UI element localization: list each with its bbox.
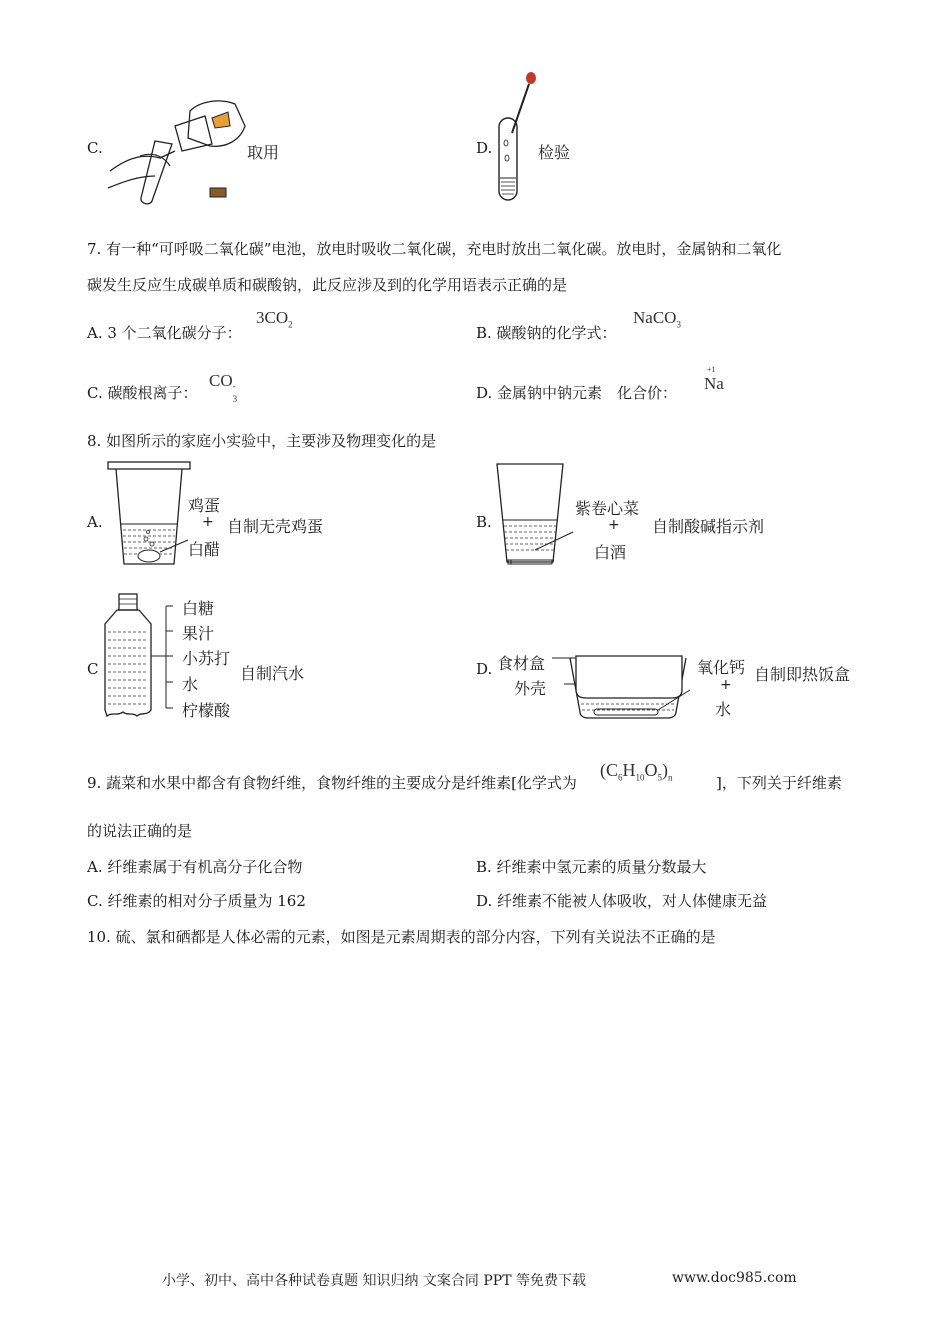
q6-option-d-letter: D. [476, 139, 493, 157]
soda-bottle-illustration [101, 592, 181, 722]
pouring-solid-illustration [100, 96, 250, 206]
footer-text: 小学、初中、高中各种试卷真题 知识归纳 文案合同 PPT 等免费下载 [162, 1273, 586, 1289]
q8-c-item-2: 果汁 [182, 624, 215, 643]
q8-d-top: 氧化钙 [697, 658, 746, 677]
q8-option-a-letter: A. [87, 513, 103, 531]
q8-b-top: 紫卷心菜 [575, 499, 640, 518]
q9-option-d: D. 纤维素不能被人体吸收，对人体健康无益 [476, 892, 768, 910]
q9-option-c: C. 纤维素的相对分子质量为 162 [87, 892, 306, 910]
q7-option-c: C. 碳酸根离子： [87, 384, 198, 402]
q8-option-b-letter: B. [476, 513, 492, 531]
dropper-test-tube-illustration [494, 68, 544, 208]
q7-stem-line1: 7. 有一种“可呼吸二氧化碳”电池，放电时吸收二氧化碳，充电时放出二氧化碳。放电时，金属钠和二氧化 [87, 240, 782, 258]
q8-c-item-1: 白糖 [182, 599, 215, 618]
q7-option-a: A. 3 个二氧化碳分子： [87, 324, 242, 342]
q8-c-item-3: 小苏打 [182, 649, 231, 668]
q8-c-result: 自制汽水 [240, 664, 305, 683]
q8-a-top: 鸡蛋 [188, 496, 221, 515]
q9-cellulose-formula: $(C_6H_{10}O_5)_n$ [600, 760, 673, 783]
q8-d-shell: 外壳 [514, 679, 547, 698]
cup-egg-vinegar-illustration [108, 460, 198, 570]
q6-option-c-letter: C. [87, 139, 103, 157]
q6-option-d-label: 检验 [538, 143, 571, 162]
q8-d-bottom: 水 [715, 700, 732, 719]
q9-option-b: B. 纤维素中氢元素的质量分数最大 [476, 858, 707, 876]
q8-d-plus: + [720, 677, 732, 693]
q7-stem-line2: 碳发生反应生成碳单质和碳酸钠，此反应涉及到的化学用语表示正确的是 [87, 276, 568, 294]
cup-cabbage-alcohol-illustration [495, 462, 585, 572]
q7-option-b: B. 碳酸钠的化学式： [476, 324, 617, 342]
q8-option-c-letter: C [87, 660, 99, 678]
q8-c-item-4: 水 [182, 675, 199, 694]
footer-url[interactable]: www.doc985.com [672, 1270, 797, 1286]
q9-stem-post: ]，下列关于纤维素 [716, 774, 842, 792]
q8-c-item-5: 柠檬酸 [182, 701, 231, 720]
q7-option-a-formula: $3CO_2$ [256, 308, 293, 330]
q9-option-a: A. 纤维素属于有机高分子化合物 [87, 858, 303, 876]
q8-b-bottom: 白酒 [594, 543, 627, 562]
q8-stem: 8. 如图所示的家庭小实验中，主要涉及物理变化的是 [87, 432, 437, 450]
q10-stem: 10. 硫、氯和硒都是人体必需的元素，如图是元素周期表的部分内容，下列有关说法不正确的是 [87, 928, 716, 946]
q8-a-bottom: 白醋 [188, 540, 221, 559]
q6-option-c-label: 取用 [247, 143, 280, 162]
q8-b-plus: + [608, 517, 620, 533]
q7-option-d-formula: +1 Na [704, 365, 724, 393]
q9-stem-line2: 的说法正确的是 [87, 822, 193, 840]
q8-a-plus: + [202, 514, 214, 530]
q8-a-result: 自制无壳鸡蛋 [227, 517, 324, 536]
q8-option-d-letter: D. [476, 660, 493, 678]
q8-d-result: 自制即热饭盒 [754, 665, 851, 684]
q8-d-box: 食材盒 [497, 654, 546, 673]
q9-stem-pre: 9. 蔬菜和水果中都含有食物纤维，食物纤维的主要成分是纤维素[化学式为 [87, 774, 577, 792]
q7-option-d: D. 金属钠中钠元素 化合价： [476, 384, 678, 402]
q8-b-result: 自制酸碱指示剂 [652, 517, 765, 536]
q7-option-b-formula: NaCO$_3$ [633, 308, 681, 330]
self-heating-lunchbox-illustration [550, 650, 700, 725]
q7-option-c-formula: CO - 3 [209, 371, 238, 404]
